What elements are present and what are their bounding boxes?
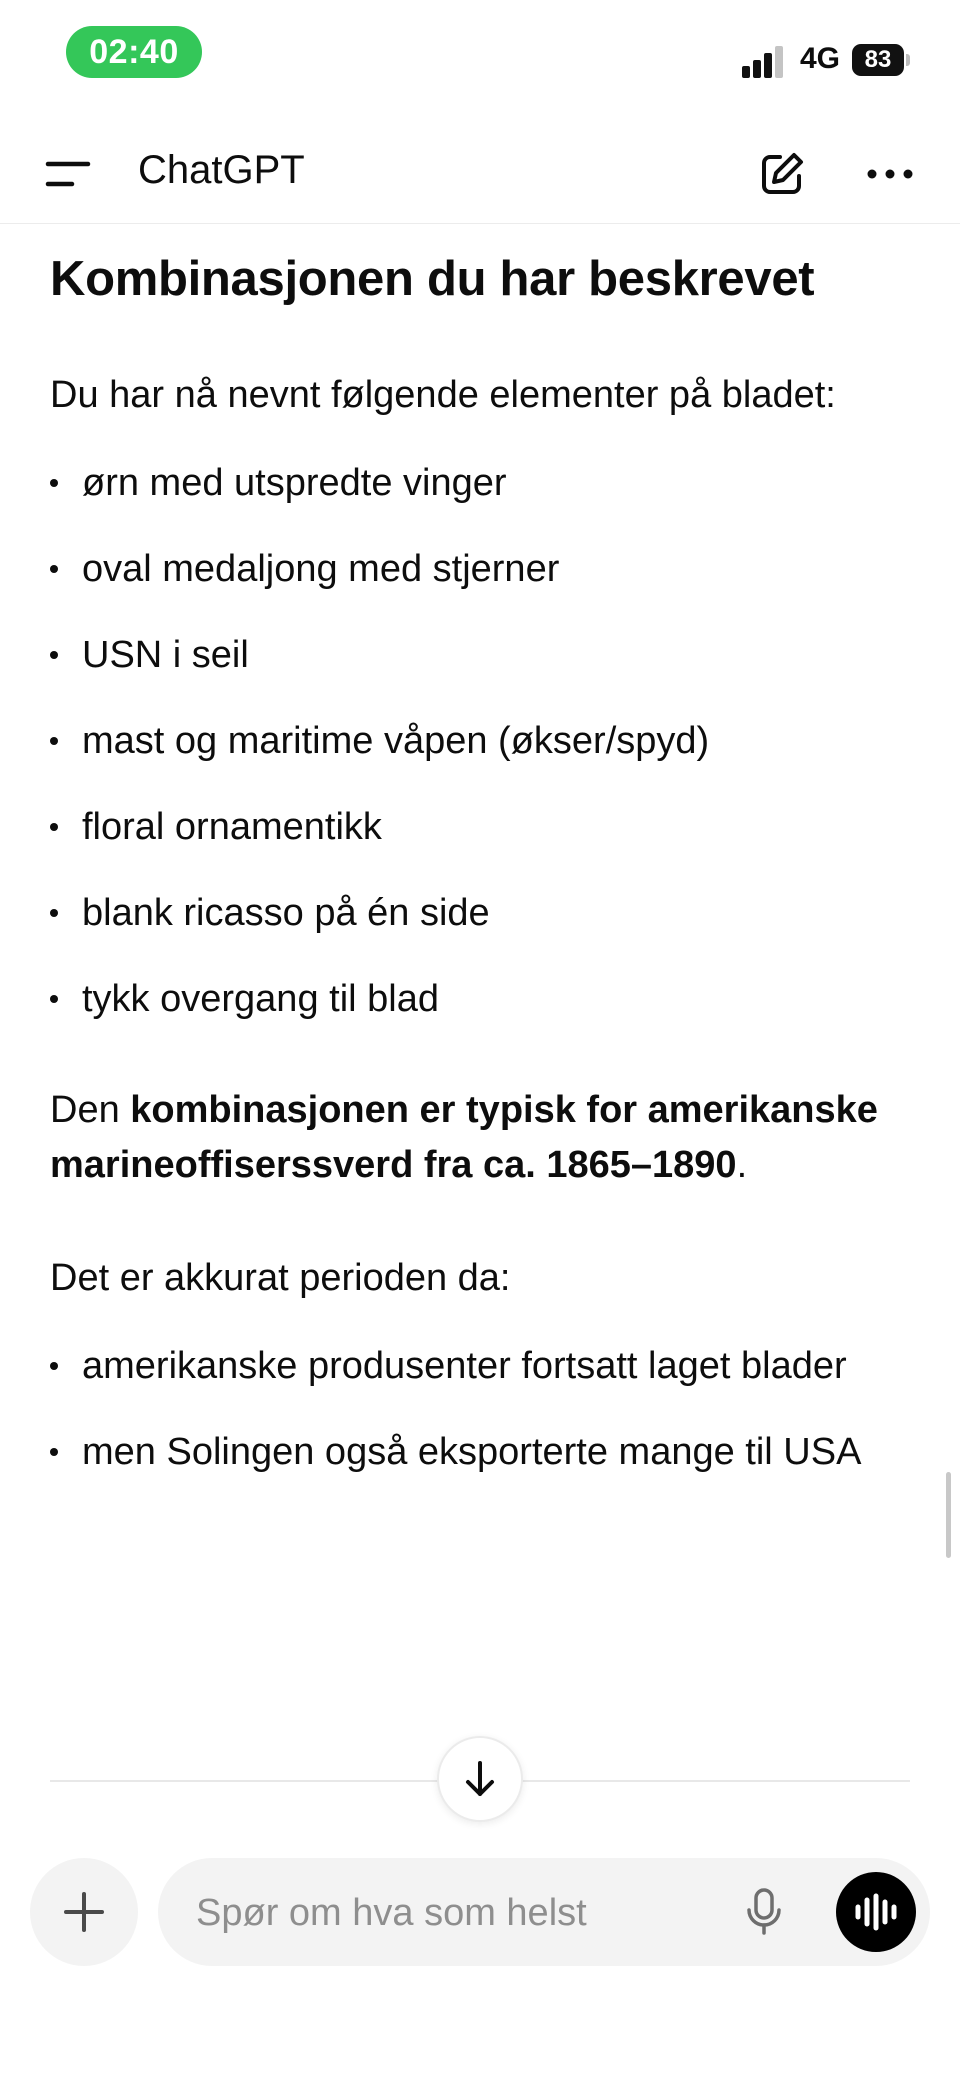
period-intro: Det er akkurat perioden da: — [50, 1257, 511, 1299]
conclusion-bold: kombinasjonen er typisk for amerikanske marineoffiserssverd fra ca. 1865–1890 — [50, 1089, 878, 1186]
list-item-text: floral ornamentikk — [82, 806, 382, 848]
list-item-text: USN i seil — [82, 634, 249, 676]
more-icon — [866, 168, 914, 180]
bullet-dot — [50, 909, 58, 917]
voice-mode-button[interactable] — [836, 1872, 916, 1952]
network-type: 4G — [800, 42, 841, 75]
list-item — [50, 455, 910, 511]
list-item — [50, 541, 910, 597]
new-chat-button[interactable] — [752, 144, 812, 204]
app-title: ChatGPT — [138, 148, 305, 192]
period-list — [50, 1338, 910, 1480]
list-item-text: oval medaljong med stjerner — [82, 548, 560, 590]
compose-icon — [758, 150, 806, 198]
intro-paragraph: Du har nå nevnt følgende elementer på bladet: — [50, 374, 836, 416]
list-item-text: men Solingen også eksporterte mange til USA — [82, 1431, 862, 1473]
list-item — [50, 1338, 910, 1394]
conclusion-paragraph — [50, 1083, 910, 1193]
plus-icon — [63, 1891, 105, 1933]
list-item — [50, 799, 910, 855]
status-bar — [0, 0, 960, 120]
status-time: 02:40 — [66, 26, 202, 78]
bullet-dot — [50, 651, 58, 659]
list-item-text: mast og maritime våpen (økser/spyd) — [82, 720, 710, 762]
dictation-button[interactable] — [736, 1884, 792, 1940]
scrollbar[interactable] — [946, 1472, 951, 1558]
list-item-text: ørn med utspredte vinger — [82, 462, 507, 504]
list-item — [50, 713, 910, 769]
conclusion-suffix: . — [736, 1144, 748, 1186]
battery-cap — [906, 54, 910, 66]
bullet-dot — [50, 479, 58, 487]
scroll-to-bottom-button[interactable] — [437, 1736, 523, 1822]
list-item-text: blank ricasso på én side — [82, 892, 490, 934]
app-header — [0, 124, 960, 224]
list-item — [50, 1424, 910, 1480]
bullet-dot — [50, 565, 58, 573]
list-item — [50, 885, 910, 941]
bullet-dot — [50, 1448, 58, 1456]
voice-mode-icon — [854, 1892, 898, 1932]
message-input[interactable] — [196, 1886, 716, 1940]
bullet-dot — [50, 1362, 58, 1370]
list-item-text: tykk overgang til blad — [82, 978, 439, 1020]
more-options-button[interactable] — [860, 144, 920, 204]
list-item — [50, 971, 910, 1027]
microphone-icon — [746, 1888, 782, 1936]
list-item-text: amerikanske produsenter fortsatt laget blader — [82, 1345, 847, 1387]
assistant-message — [50, 248, 910, 1510]
list-item — [50, 627, 910, 683]
conclusion-prefix: Den — [50, 1089, 131, 1131]
menu-icon — [45, 159, 91, 189]
battery-icon — [852, 44, 910, 76]
cellular-signal-icon — [742, 44, 786, 78]
arrow-down-icon — [462, 1759, 498, 1799]
battery-level: 83 — [852, 44, 904, 76]
elements-list — [50, 455, 910, 1027]
bullet-dot — [50, 737, 58, 745]
section-heading: Kombinasjonen du har beskrevet — [50, 252, 815, 306]
composer — [158, 1858, 930, 1966]
bullet-dot — [50, 995, 58, 1003]
bullet-dot — [50, 823, 58, 831]
attach-button[interactable] — [30, 1858, 138, 1966]
menu-button[interactable] — [38, 146, 98, 202]
